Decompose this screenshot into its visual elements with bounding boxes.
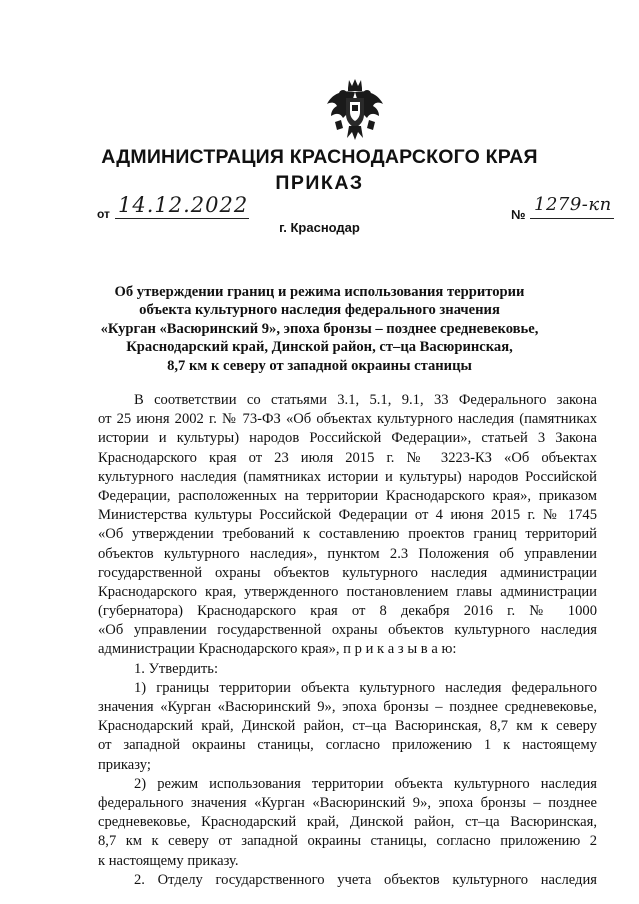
body-line: приказу; bbox=[98, 756, 151, 773]
order-body bbox=[98, 391, 597, 890]
number-prefix: № bbox=[511, 207, 526, 222]
body-line: 2. Отделу государственного учета объектов культурного наследия bbox=[134, 871, 597, 888]
order-title bbox=[60, 283, 579, 375]
body-line: государственной охраны объектов культурного наследия администрации bbox=[98, 564, 597, 581]
body-line: средневековье, Краснодарский край, Динской район, ст–ца Васюринская, bbox=[98, 814, 597, 831]
body-line: объектов культурного наследия», пунктом 2.3 Положения об управлении bbox=[98, 545, 597, 562]
date-underline bbox=[115, 218, 249, 219]
handwritten-number: 1279-кп bbox=[534, 194, 612, 215]
title-line: объекта культурного наследия федерального значения bbox=[139, 302, 500, 319]
body-line: культурного наследия (памятниках истории и культуры) народов Российской bbox=[98, 468, 597, 485]
title-line: Краснодарский край, Динской район, ст–ца Васюринская, bbox=[126, 339, 513, 356]
body-line: от 25 июня 2002 г. № 73-ФЗ «Об объектах культурного наследия (памятниках bbox=[98, 411, 597, 428]
body-line: Федерации, расположенных на территории Краснодарского края», приказом bbox=[98, 487, 597, 504]
body-line: истории и культуры) народов Российской Федерации», статьей 3 Закона bbox=[98, 430, 597, 447]
body-line: Краснодарского края от 23 июля 2015 г. № 3223-КЗ «Об объектах bbox=[98, 449, 597, 466]
body-line: Министерства культуры Российской Федерации от 4 июня 2015 г. № 1745 bbox=[98, 507, 597, 524]
body-line: к настоящему приказу. bbox=[98, 852, 239, 869]
title-line: Об утверждении границ и режима использования территории bbox=[114, 284, 525, 300]
title-line: «Курган «Васюринский 9», эпоха бронзы – позднее средневековье, bbox=[100, 320, 539, 337]
title-line: 8,7 км к северу от западной окраины станицы bbox=[167, 357, 472, 374]
body-line: 8,7 км к северу от западной окраины станицы, согласно приложению 2 bbox=[98, 833, 597, 850]
body-line: В соответствии со статьями 3.1, 5.1, 9.1, 33 Федерального закона bbox=[134, 392, 597, 408]
body-line: 2) режим использования территории объекта культурного наследия bbox=[134, 775, 597, 792]
body-line: «Об управлении государственной охраны объектов культурного наследия bbox=[98, 622, 597, 639]
handwritten-date: 14.12.2022 bbox=[118, 193, 249, 217]
body-line: (губернатора) Краснодарского края от 8 декабря 2016 г. № 1000 bbox=[98, 603, 597, 620]
body-line: Краснодарского края, утвержденного постановлением главы администрации bbox=[98, 583, 597, 600]
body-line: администрации Краснодарского края», п р и к а з ы в а ю: bbox=[98, 641, 457, 658]
body-line: значения «Курган «Васюринский 9», эпоха бронзы – позднее средневековье, bbox=[98, 699, 597, 715]
body-line: Краснодарский край, Динской район, ст–ца Васюринская, 8,7 км к северу bbox=[98, 718, 597, 735]
body-line: от западной окраины станицы, согласно приложению 1 к настоящему bbox=[98, 737, 597, 754]
number-underline bbox=[530, 218, 614, 219]
document-type: ПРИКАЗ bbox=[275, 172, 364, 194]
krasnodar-coat-of-arms-icon bbox=[325, 78, 385, 142]
body-line: 1. Утвердить: bbox=[134, 660, 219, 677]
city-name: г. Краснодар bbox=[279, 220, 360, 235]
date-prefix: от bbox=[97, 207, 110, 221]
body-line: «Об утверждении требований к составлению проектов границ территорий bbox=[98, 526, 597, 543]
body-line: федерального значения «Курган «Васюринский 9», эпоха бронзы – позднее bbox=[98, 794, 597, 811]
body-line: 1) границы территории объекта культурного наследия федерального bbox=[134, 679, 597, 696]
organization-name: АДМИНИСТРАЦИЯ КРАСНОДАРСКОГО КРАЯ bbox=[101, 146, 538, 168]
